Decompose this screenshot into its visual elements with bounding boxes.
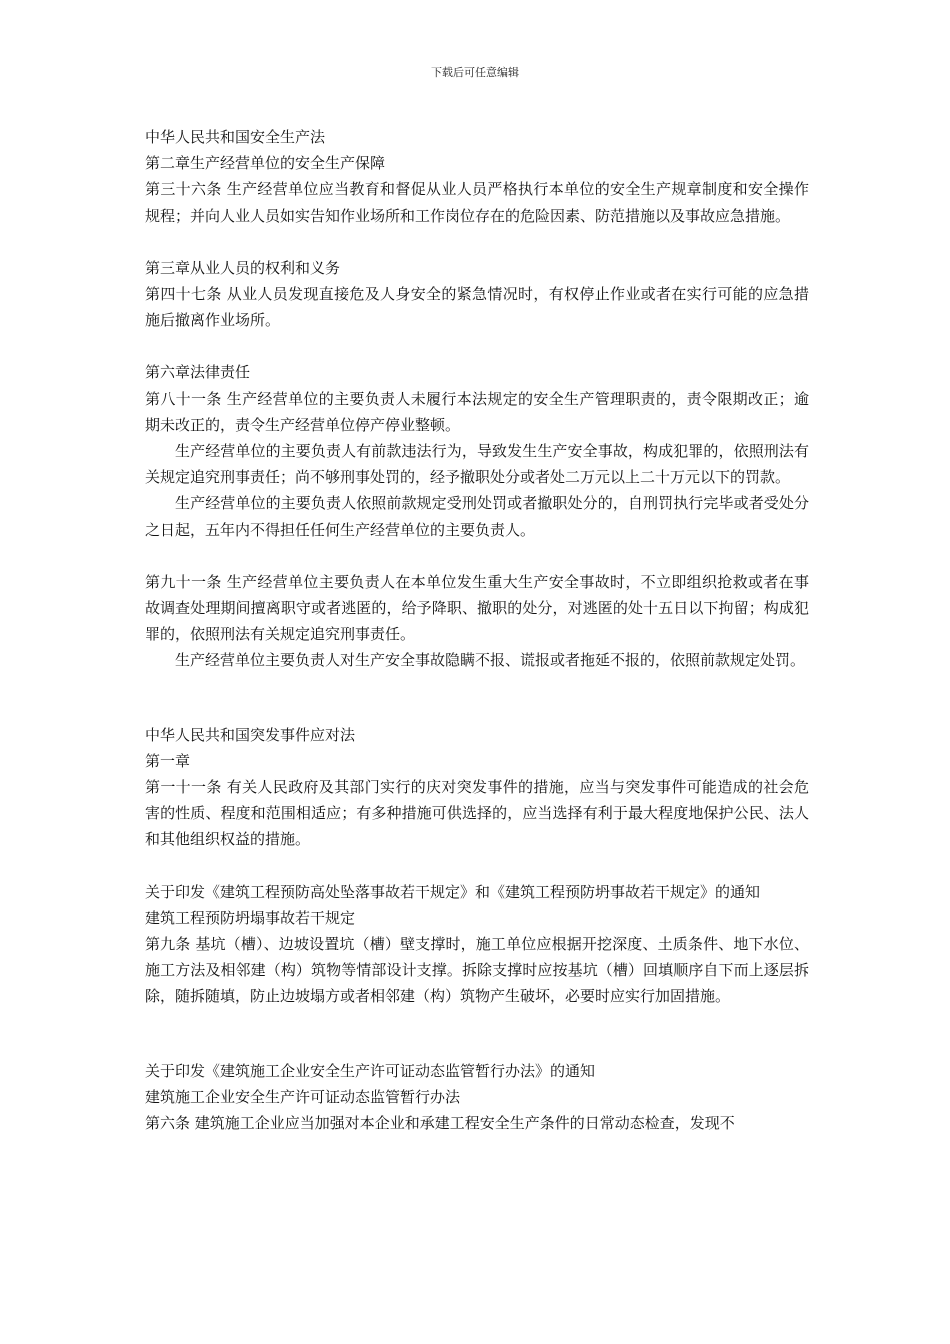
document-body (145, 124, 809, 1136)
article-paragraph: 第九十一条 生产经营单位主要负责人在本单位发生重大生产安全事故时，不立即组织抢救或者在事故调查处理期间擅离职守或者逃匿的，给予降职、撤职的处分，对逃匿的处十五日以下拘留；构成犯罪的，依照刑法有关规定追究刑事责任。 (145, 572, 809, 644)
article-paragraph: 生产经营单位的主要负责人有前款违法行为，导致发生生产安全事故，构成犯罪的，依照刑法有关规定追究刑事责任；尚不够刑事处罚的，经予撤职处分或者处二万元以上二十万元以下的罚款。 (145, 442, 809, 487)
page-header: 下载后可任意编辑 (431, 66, 519, 79)
regulation-title: 建筑工程预防坍塌事故若干规定 (145, 908, 356, 927)
spacer (145, 674, 809, 722)
article-paragraph: 第九条 基坑（槽）、边坡设置坑（槽）壁支撑时，施工单位应根据开挖深度、土质条件、地下水位、施工方法及相邻建（构）筑物等情部设计支撑。拆除支撑时应按基坑（槽）回填顺序自下而上逐层拆除，随拆随填，防止边坡塌方或者相邻建（构）筑物产生破坏，必要时应实行加固措施。 (145, 935, 809, 1006)
chapter-heading: 第六章法律责任 (145, 363, 251, 382)
regulation-title: 建筑施工企业安全生产许可证动态监管暂行办法 (145, 1087, 461, 1106)
spacer (145, 229, 809, 255)
spacer (145, 333, 809, 359)
article-paragraph: 生产经营单位主要负责人对生产安全事故隐瞒不报、谎报或者拖延不报的，依照前款规定处罚。 (175, 651, 806, 670)
spacer (145, 543, 809, 569)
law-title: 中华人民共和国突发事件应对法 (145, 725, 356, 744)
chapter-heading: 第二章生产经营单位的安全生产保障 (145, 154, 386, 173)
law-title: 中华人民共和国安全生产法 (145, 128, 326, 146)
chapter-heading: 第一章 (145, 751, 191, 770)
article-paragraph: 第一十一条 有关人民政府及其部门实行的庆对突发事件的措施，应当与突发事件可能造成的社会危害的性质、程度和范围相适应；有多种措施可供选择的，应当选择有利于最大程度地保护公民、法人和其他组织权益的措施。 (145, 778, 809, 849)
article-paragraph: 第八十一条 生产经营单位的主要负责人未履行本法规定的安全生产管理职责的，责令限期改正；逾期未改正的，责令生产经营单位停产停业整顿。 (145, 389, 809, 434)
chapter-heading: 第三章从业人员的权利和义务 (145, 258, 341, 277)
spacer (145, 1010, 809, 1058)
notice-title: 关于印发《建筑工程预防高处坠落事故若干规定》和《建筑工程预防坍事故若干规定》的通知 (145, 882, 761, 901)
article-paragraph: 第四十七条 从业人员发现直接危及人身安全的紧急情况时，有权停止作业或者在实行可能的应急措施后撤离作业场所。 (145, 285, 809, 330)
article-paragraph: 第三十六条 生产经营单位应当教育和督促从业人员严格执行本单位的安全生产规章制度和安全操作规程；并向人业人员如实告知作业场所和工作岗位存在的危险因素、防范措施以及事故应急措施。 (145, 180, 809, 225)
article-paragraph: 第六条 建筑施工企业应当加强对本企业和承建工程安全生产条件的日常动态检查，发现不 (145, 1114, 735, 1133)
notice-title: 关于印发《建筑施工企业安全生产许可证动态监管暂行办法》的通知 (145, 1061, 596, 1080)
article-paragraph: 生产经营单位的主要负责人依照前款规定受刑处罚或者撤职处分的，自刑罚执行完毕或者受处分之日起，五年内不得担任任何生产经营单位的主要负责人。 (145, 494, 809, 539)
spacer (145, 853, 809, 879)
